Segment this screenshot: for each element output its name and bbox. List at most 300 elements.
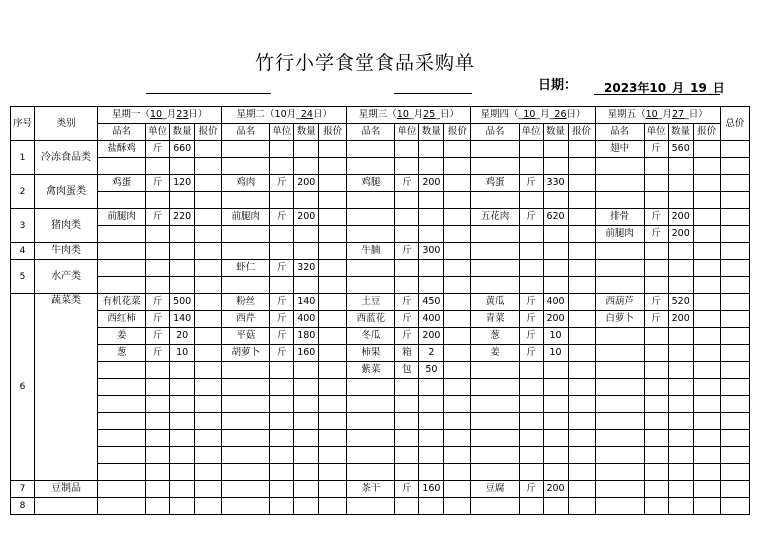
day-2-prefix: 星期二（10月_ [236, 109, 301, 120]
cell-name [471, 498, 519, 515]
cell-qty [419, 209, 444, 226]
cell-price [568, 430, 595, 447]
cell-unit [644, 481, 668, 498]
subheader-name: 品名 [471, 124, 519, 141]
cell-qty: 520 [668, 294, 693, 311]
cell-name [347, 464, 395, 481]
cell-qty: 200 [668, 226, 693, 243]
table-row [11, 226, 750, 243]
cell-name [471, 141, 519, 158]
cell-unit [146, 481, 170, 498]
subheader-name: 品名 [595, 124, 644, 141]
day-3-suffix: _日） [435, 109, 460, 120]
total-cell [720, 141, 749, 158]
cell-name [595, 498, 644, 515]
cell-name [98, 277, 146, 294]
cell-qty [543, 243, 568, 260]
cell-price [444, 311, 471, 328]
cell-qty [668, 379, 693, 396]
cell-qty: 220 [170, 209, 195, 226]
cell-price [319, 413, 347, 430]
cell-unit: 斤 [644, 141, 668, 158]
cell-name [347, 158, 395, 175]
cell-qty [294, 413, 319, 430]
cell-qty: 10 [543, 345, 568, 362]
cell-name [98, 464, 146, 481]
cell-price [444, 158, 471, 175]
cell-unit [644, 175, 668, 192]
cell-qty: 660 [170, 141, 195, 158]
cell-name [222, 243, 270, 260]
cell-name [471, 447, 519, 464]
cell-unit [270, 481, 294, 498]
day-header-2 [222, 107, 347, 124]
cell-unit: 斤 [519, 209, 543, 226]
cell-qty: 400 [294, 311, 319, 328]
cell-price [693, 413, 720, 430]
cell-unit [519, 498, 543, 515]
cell-qty [668, 430, 693, 447]
cell-price [693, 277, 720, 294]
cell-unit [146, 430, 170, 447]
cell-unit [644, 277, 668, 294]
cell-unit [146, 379, 170, 396]
cell-unit [644, 362, 668, 379]
cell-qty [294, 141, 319, 158]
cell-unit [146, 192, 170, 209]
cell-qty [170, 430, 195, 447]
cell-name [595, 379, 644, 396]
cell-qty [294, 498, 319, 515]
day-4-prefix: 星期四（_ [480, 109, 524, 120]
cell-unit [146, 498, 170, 515]
cell-qty: 200 [543, 311, 568, 328]
cell-price [693, 345, 720, 362]
subheader-qty: 数量 [170, 124, 195, 141]
cell-unit [270, 447, 294, 464]
table-row [11, 362, 750, 379]
cell-qty: 400 [543, 294, 568, 311]
cell-unit [644, 260, 668, 277]
cell-unit [644, 345, 668, 362]
cell-name: 姜 [98, 328, 146, 345]
cell-qty [294, 464, 319, 481]
blank-line-right [394, 93, 472, 94]
cell-price [195, 243, 222, 260]
cell-name [347, 396, 395, 413]
total-cell [720, 379, 749, 396]
cell-qty [419, 277, 444, 294]
cell-price [693, 498, 720, 515]
cell-qty [419, 226, 444, 243]
cell-price [195, 294, 222, 311]
cell-qty [170, 379, 195, 396]
cell-qty [170, 464, 195, 481]
cell-price [568, 141, 595, 158]
cell-unit [519, 141, 543, 158]
cell-name [98, 362, 146, 379]
cell-unit [644, 328, 668, 345]
subheader-unit: 单位 [395, 124, 419, 141]
cell-unit [644, 192, 668, 209]
subheader-price: 报价 [444, 124, 471, 141]
cell-name [471, 430, 519, 447]
cell-price [319, 243, 347, 260]
cell-qty [170, 260, 195, 277]
cell-qty [419, 430, 444, 447]
cell-name: 姜 [471, 345, 519, 362]
form-title: 竹行小学食堂食品采购单 [254, 52, 475, 74]
cell-unit: 斤 [395, 311, 419, 328]
cell-unit: 斤 [270, 311, 294, 328]
cell-price [444, 294, 471, 311]
cell-price [195, 379, 222, 396]
cell-qty [170, 158, 195, 175]
total-cell [720, 430, 749, 447]
cell-name [595, 362, 644, 379]
cell-name: 豆腐 [471, 481, 519, 498]
cell-name: 有机花菜 [98, 294, 146, 311]
cell-name: 柿果 [347, 345, 395, 362]
cell-qty [294, 277, 319, 294]
cell-name [98, 396, 146, 413]
cell-qty [668, 277, 693, 294]
cell-unit [644, 396, 668, 413]
cell-name: 前腿肉 [98, 209, 146, 226]
cell-price [568, 464, 595, 481]
cell-unit [395, 192, 419, 209]
cell-price [319, 260, 347, 277]
cell-qty: 180 [294, 328, 319, 345]
cell-price [693, 396, 720, 413]
total-cell [720, 294, 749, 311]
cell-qty [419, 192, 444, 209]
cell-unit [270, 243, 294, 260]
cell-qty: 140 [294, 294, 319, 311]
cell-qty: 200 [419, 328, 444, 345]
cell-name [471, 226, 519, 243]
cell-unit [395, 226, 419, 243]
total-cell [720, 498, 749, 515]
cell-price [568, 379, 595, 396]
cell-price [319, 396, 347, 413]
cell-qty [543, 226, 568, 243]
cell-name [471, 277, 519, 294]
cell-name [98, 379, 146, 396]
cell-name: 鸡腿 [347, 175, 395, 192]
cell-name: 鸡肉 [222, 175, 270, 192]
category-cell: 牛肉类 [35, 243, 98, 260]
category-cell: 禽肉蛋类 [35, 175, 98, 209]
cell-qty: 200 [419, 175, 444, 192]
cell-unit [519, 192, 543, 209]
cell-name: 冬瓜 [347, 328, 395, 345]
cell-name [471, 362, 519, 379]
cell-price [568, 413, 595, 430]
cell-name [471, 243, 519, 260]
total-cell [720, 226, 749, 243]
cell-unit: 斤 [146, 311, 170, 328]
cell-price [195, 311, 222, 328]
cell-qty: 10 [170, 345, 195, 362]
cell-qty [668, 192, 693, 209]
cell-name [471, 464, 519, 481]
cell-unit [519, 413, 543, 430]
cell-name [595, 447, 644, 464]
cell-unit [519, 362, 543, 379]
cell-unit: 斤 [519, 294, 543, 311]
seq-header: 序号 [11, 107, 35, 141]
cell-name: 西葫芦 [595, 294, 644, 311]
cell-price [693, 311, 720, 328]
cell-price [195, 328, 222, 345]
cell-unit [146, 447, 170, 464]
subheader-unit: 单位 [270, 124, 294, 141]
cell-qty [419, 158, 444, 175]
subheader-name: 品名 [98, 124, 146, 141]
cell-qty [294, 447, 319, 464]
cell-name: 牛腩 [347, 243, 395, 260]
seq-cell: 8 [11, 498, 35, 515]
cell-price [693, 481, 720, 498]
cell-qty [419, 464, 444, 481]
cell-name [347, 430, 395, 447]
cell-qty: 160 [419, 481, 444, 498]
cell-name: 粉丝 [222, 294, 270, 311]
total-cell [720, 362, 749, 379]
cell-price [319, 379, 347, 396]
cell-unit [519, 226, 543, 243]
cell-name [98, 260, 146, 277]
cell-name [595, 430, 644, 447]
cell-unit [146, 464, 170, 481]
cell-price [693, 209, 720, 226]
cell-unit [395, 498, 419, 515]
subheader-unit: 单位 [644, 124, 668, 141]
category-cell: 水产类 [35, 260, 98, 294]
cell-qty [668, 396, 693, 413]
cell-qty [543, 362, 568, 379]
cell-unit [270, 362, 294, 379]
cell-name [595, 396, 644, 413]
cell-qty [543, 413, 568, 430]
cell-price [319, 192, 347, 209]
cell-name [98, 447, 146, 464]
cell-price [568, 447, 595, 464]
cell-qty [668, 464, 693, 481]
cell-unit: 斤 [270, 175, 294, 192]
cell-unit [519, 158, 543, 175]
total-cell [720, 192, 749, 209]
total-cell [720, 243, 749, 260]
day-5-suffix: _日） [684, 109, 708, 120]
cell-unit: 箱 [395, 345, 419, 362]
cell-name [222, 362, 270, 379]
cell-unit [395, 413, 419, 430]
cell-name [347, 413, 395, 430]
cell-price [195, 396, 222, 413]
cell-qty [668, 413, 693, 430]
cell-name: 西芹 [222, 311, 270, 328]
cell-price [568, 243, 595, 260]
category-cell: 豆制品 [35, 481, 98, 498]
cell-name [347, 192, 395, 209]
day-5-prefix: 星期五（ [607, 109, 646, 120]
cell-name: 葱 [98, 345, 146, 362]
cell-name [347, 260, 395, 277]
day-5-day: 27 [671, 109, 685, 120]
cell-price [444, 430, 471, 447]
cell-unit [395, 260, 419, 277]
cell-qty [668, 328, 693, 345]
cell-name [347, 498, 395, 515]
cell-price [195, 430, 222, 447]
cell-unit [395, 396, 419, 413]
cell-unit [519, 447, 543, 464]
cell-price [319, 226, 347, 243]
cell-price [195, 464, 222, 481]
cell-qty [170, 498, 195, 515]
seq-cell: 3 [11, 209, 35, 243]
cell-name [98, 481, 146, 498]
total-cell [720, 209, 749, 226]
table-row [11, 430, 750, 447]
cell-qty [170, 243, 195, 260]
day-4-day: 26 [554, 109, 567, 120]
cell-price [444, 379, 471, 396]
cell-price [693, 243, 720, 260]
cell-name: 西红柿 [98, 311, 146, 328]
cell-unit [270, 498, 294, 515]
cell-qty: 200 [668, 209, 693, 226]
cell-price [693, 328, 720, 345]
cell-qty [543, 277, 568, 294]
cell-unit [146, 396, 170, 413]
seq-cell: 7 [11, 481, 35, 498]
cell-qty: 140 [170, 311, 195, 328]
cell-name: 土豆 [347, 294, 395, 311]
cell-qty [294, 226, 319, 243]
cell-unit [644, 498, 668, 515]
cell-name [222, 192, 270, 209]
cell-unit: 斤 [395, 294, 419, 311]
cell-unit: 斤 [146, 294, 170, 311]
total-cell [720, 175, 749, 192]
subheader-name: 品名 [347, 124, 395, 141]
cell-unit: 斤 [644, 209, 668, 226]
cell-price [444, 345, 471, 362]
cell-name [595, 464, 644, 481]
cell-qty: 500 [170, 294, 195, 311]
cell-price [568, 226, 595, 243]
subheader-qty: 数量 [668, 124, 693, 141]
cell-name: 平菇 [222, 328, 270, 345]
cell-qty [543, 396, 568, 413]
cell-unit [270, 413, 294, 430]
day-1-mid: _月 [162, 109, 177, 120]
cell-qty [419, 141, 444, 158]
cell-price [568, 345, 595, 362]
cell-price [319, 175, 347, 192]
cell-price [568, 192, 595, 209]
cell-price [444, 243, 471, 260]
cell-price [319, 141, 347, 158]
cell-qty: 200 [294, 209, 319, 226]
total-header: 总价 [720, 107, 749, 141]
total-cell [720, 413, 749, 430]
table-row [11, 345, 750, 362]
day-1-month: 10 [149, 109, 163, 120]
total-cell [720, 345, 749, 362]
category-header: 类别 [35, 107, 98, 141]
cell-price [195, 362, 222, 379]
cell-name [98, 413, 146, 430]
table-row [11, 481, 750, 498]
cell-qty [170, 396, 195, 413]
cell-qty [543, 192, 568, 209]
date-underline [594, 94, 720, 95]
cell-unit: 斤 [270, 294, 294, 311]
cell-qty [294, 396, 319, 413]
cell-unit [270, 379, 294, 396]
cell-qty [170, 226, 195, 243]
cell-unit [395, 209, 419, 226]
cell-unit [395, 277, 419, 294]
cell-price [693, 379, 720, 396]
cell-unit [519, 243, 543, 260]
cell-name: 前腿肉 [222, 209, 270, 226]
cell-qty [294, 243, 319, 260]
cell-price [319, 294, 347, 311]
cell-qty: 2 [419, 345, 444, 362]
subheader-price: 报价 [195, 124, 222, 141]
subheader-name: 品名 [222, 124, 270, 141]
cell-price [693, 158, 720, 175]
cell-qty: 620 [543, 209, 568, 226]
total-cell [720, 311, 749, 328]
cell-price [693, 447, 720, 464]
cell-price [195, 481, 222, 498]
cell-unit [270, 158, 294, 175]
table-row [11, 175, 750, 192]
cell-name: 翅中 [595, 141, 644, 158]
cell-qty [170, 413, 195, 430]
cell-price [568, 158, 595, 175]
cell-price [319, 498, 347, 515]
subheader-qty: 数量 [294, 124, 319, 141]
day-2-suffix: 日） [312, 109, 332, 120]
blank-line-left [146, 93, 271, 94]
cell-price [693, 464, 720, 481]
cell-qty [668, 481, 693, 498]
table-row [11, 311, 750, 328]
cell-name [222, 430, 270, 447]
day-header-3 [347, 107, 471, 124]
cell-unit [146, 158, 170, 175]
cell-qty: 450 [419, 294, 444, 311]
cell-price [693, 362, 720, 379]
cell-unit [644, 158, 668, 175]
cell-name [222, 481, 270, 498]
cell-price [693, 175, 720, 192]
cell-qty [668, 158, 693, 175]
cell-unit: 斤 [270, 345, 294, 362]
cell-price [444, 362, 471, 379]
cell-unit: 斤 [146, 175, 170, 192]
cell-name [98, 430, 146, 447]
cell-unit: 斤 [519, 481, 543, 498]
cell-unit: 斤 [519, 311, 543, 328]
